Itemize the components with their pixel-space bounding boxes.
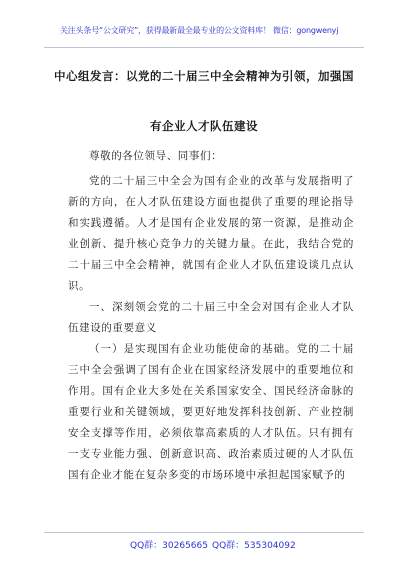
paragraph-intro: 党的二十届三中全会为国有企业的改革与发展指明了新的方向，在人才队伍建设方面也提供了重要的理论指导和实践遵循。人才是国有企业发展的第一资源，是推动企业创新、提升核心竞争力的关键力量。在此，我结合党的二十届三中全会精神，就国有企业人才队伍建设谈几点认识。 (68, 175, 354, 292)
footer-divider (44, 532, 364, 533)
header-divider (44, 47, 364, 48)
document-title-line-1: 中心组发言：以党的二十届三中全会精神为引领，加强国 (54, 69, 354, 83)
footer-qq-group-2: QQ群：535304092 (212, 541, 296, 551)
document-body (68, 146, 354, 486)
footer-qq-group-1: QQ群：30265665 (130, 541, 208, 551)
section-heading-1: 一、深刻领会党的二十届三中全会对国有企业人才队伍建设的重要意义 (68, 301, 354, 334)
document-title-line-2: 有企业人才队伍建设 (150, 119, 258, 133)
header-notice: 关注头条号“公文研究”，获得最新最全最专业的公文资料库！ 微信：gongwenyj (60, 26, 339, 35)
greeting: 尊敬的各位领导、同事们： (89, 150, 223, 162)
paragraph-subsection-1: （一）是实现国有企业功能使命的基础。党的二十届三中全会强调了国有企业在国家经济发展中的重要地位和作用。国有企业大多处在关系国家安全、国民经济命脉的重要行业和关键领域，要更好地发挥科技创新、产业控制安全支撑等作用，必须依靠高素质的人才队伍。只有拥有一支专业能力强、创新意识高、政治素质过硬的人才队伍国有企业才能在复杂多变的市场环境中承担起国家赋予的 (68, 343, 354, 481)
footer (0, 538, 408, 552)
